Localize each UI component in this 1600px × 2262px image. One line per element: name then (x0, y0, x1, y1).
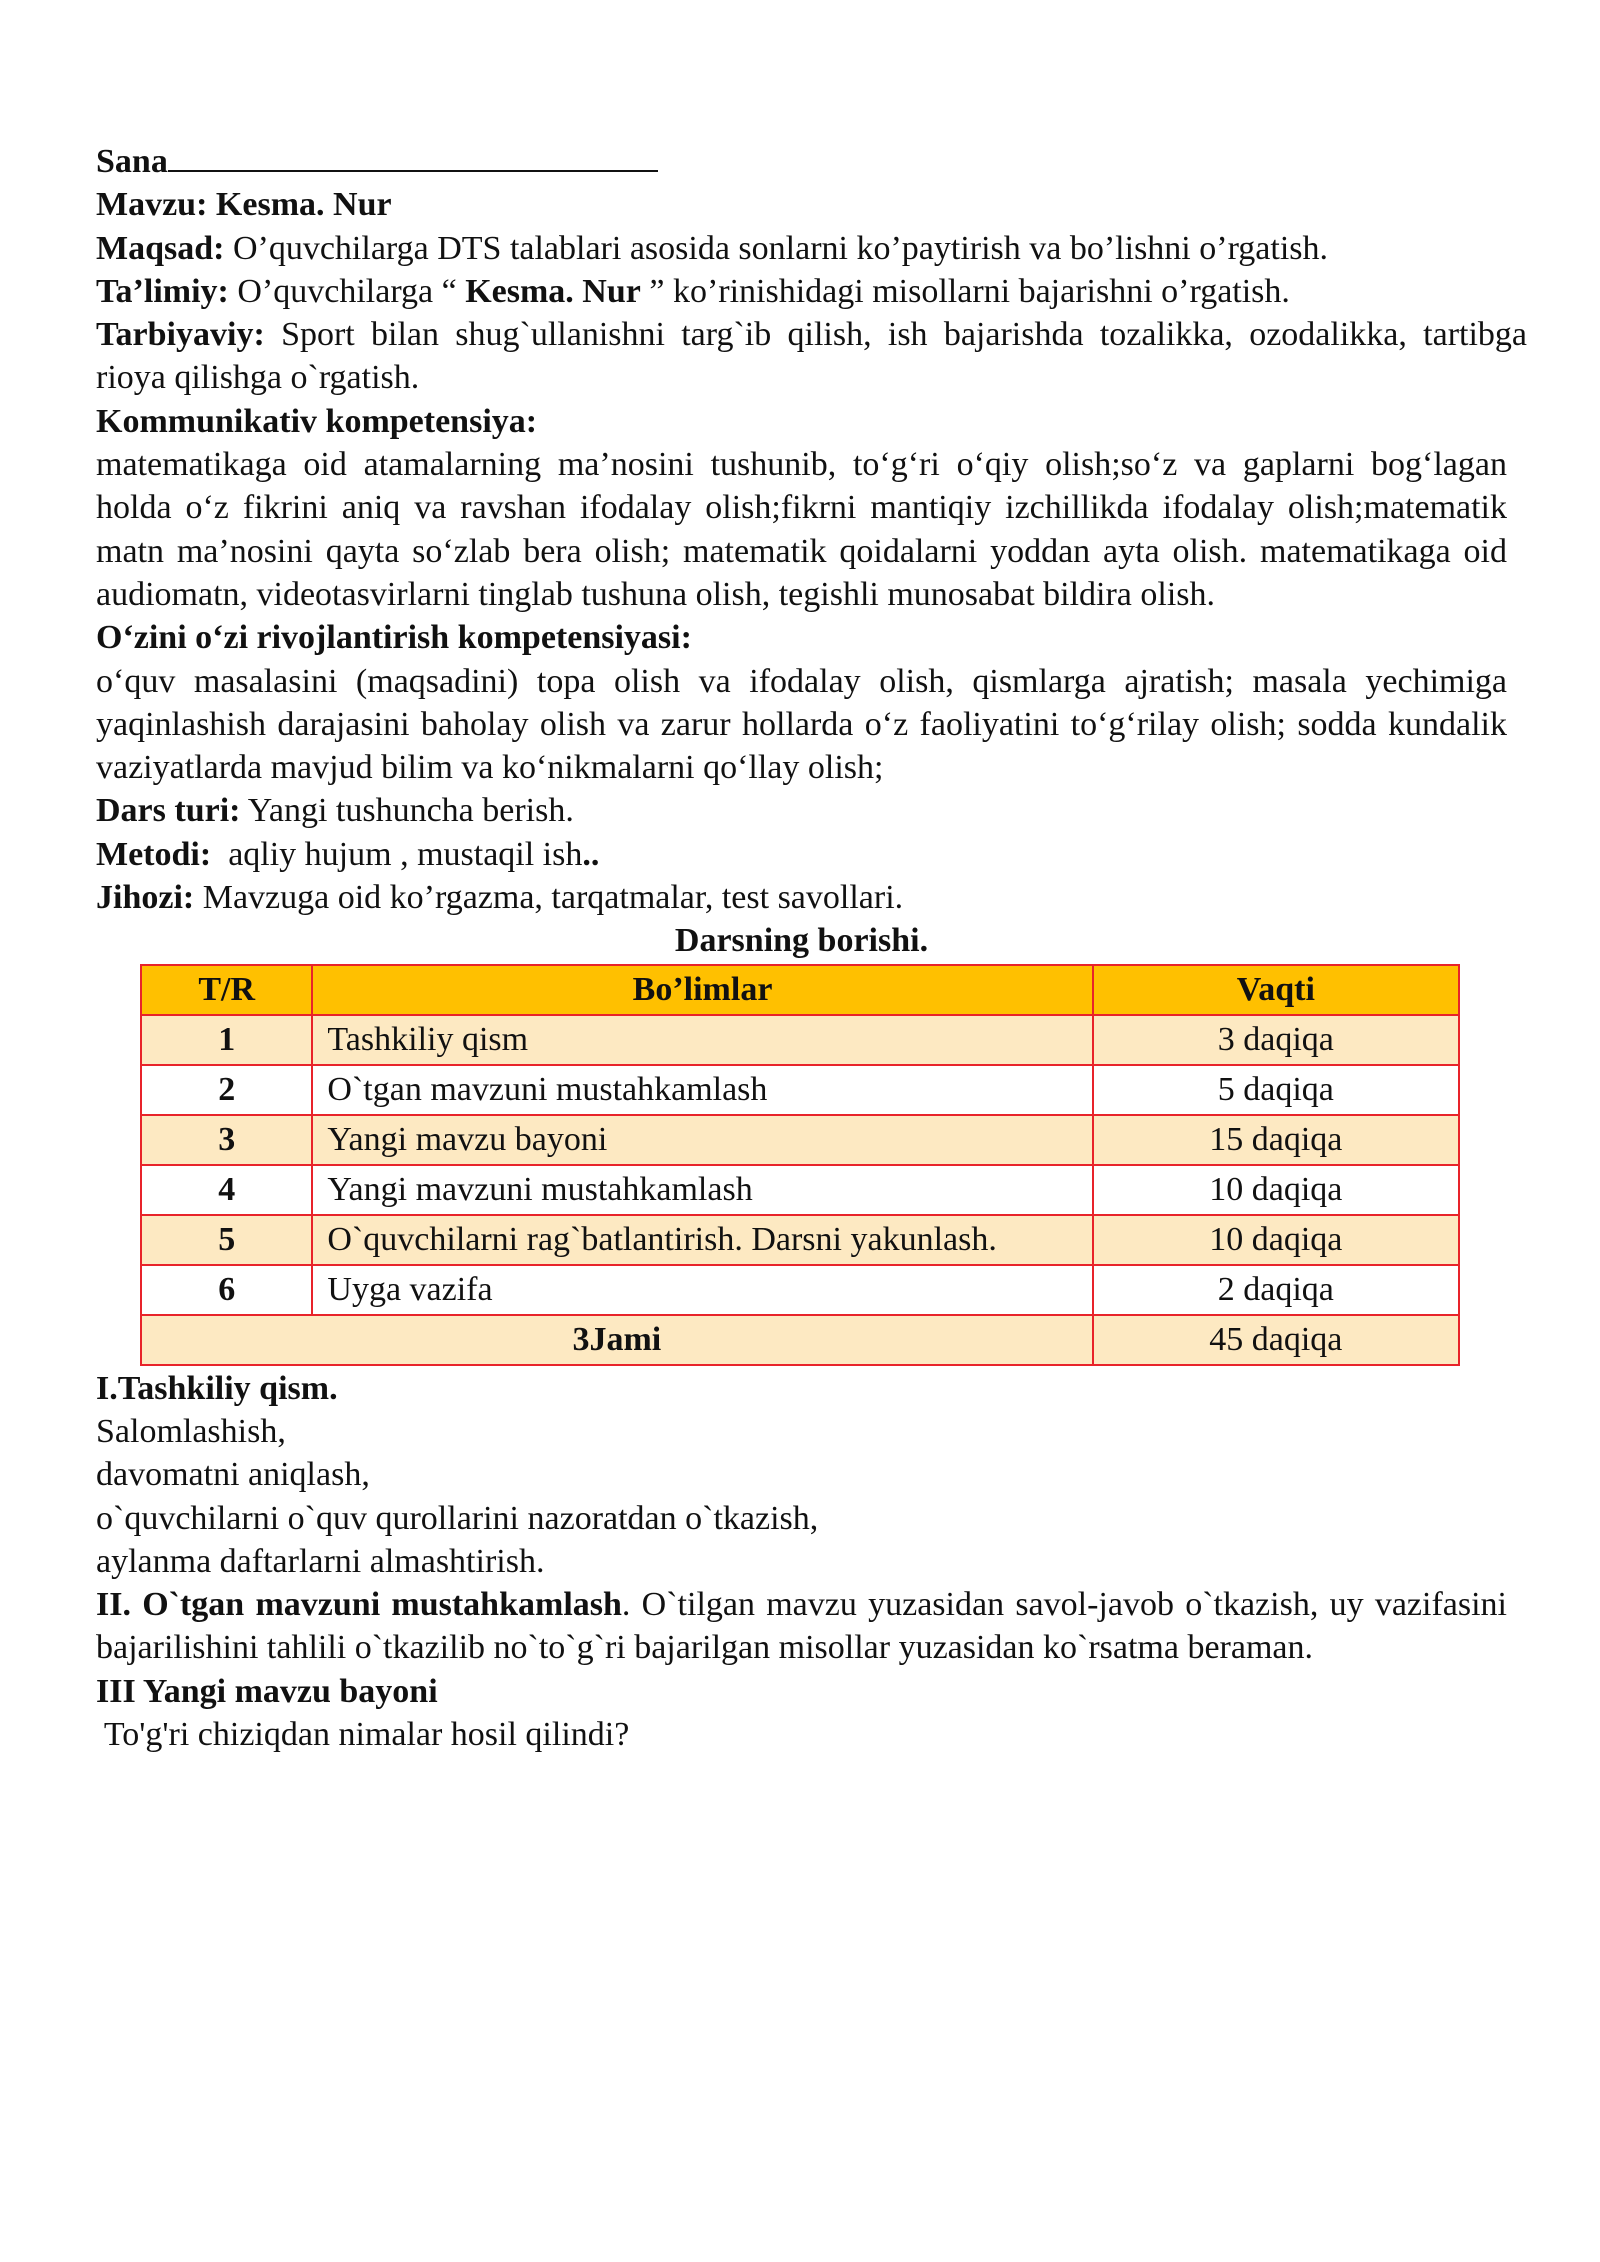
table-row (141, 1065, 1459, 1115)
jihozi-value: Mavzuga oid ko’rgazma, tarqatmalar, test savollari. (202, 879, 904, 917)
total-label: 3Jami (141, 1315, 1093, 1365)
total-time: 45 daqiqa (1093, 1315, 1459, 1365)
row-number: 1 (141, 1015, 312, 1065)
row-number: 3 (141, 1115, 312, 1165)
mavzu-value: Kesma. Nur (215, 186, 392, 224)
section2-paragraph (96, 1583, 1507, 1670)
dars-turi-line (96, 789, 1507, 832)
section2-text: . O`tilgan mavzu yuzasidan savol-javob o`tkazish, uy vazifasini bajarilishini tahlili o`tkazilib no`to`g`ri bajarilgan misollar yuzasidan ko`rsatma beraman. (96, 1586, 1507, 1667)
talimiy-post: ” ko’rinishidagi misollarni bajarishni o’rgatish. (640, 272, 1290, 310)
sana-label: Sana (96, 143, 168, 180)
ozini-heading (96, 616, 1507, 659)
table-row (141, 1165, 1459, 1215)
table-row (141, 1015, 1459, 1065)
row-time: 15 daqiqa (1093, 1115, 1459, 1165)
section3-title-text: III Yangi mavzu bayoni (96, 1672, 438, 1710)
lesson-plan-table (140, 964, 1460, 1366)
talimiy-line (96, 270, 1507, 313)
talimiy-pre: O’quvchilarga “ (237, 272, 466, 310)
row-time: 5 daqiqa (1093, 1065, 1459, 1115)
table-caption (96, 919, 1507, 962)
table-caption-text: Darsning borishi. (674, 922, 929, 960)
row-time: 10 daqiqa (1093, 1165, 1459, 1215)
kommunikativ-text: matematikaga oid atamalarning ma’nosini tushunib, to‘g‘ri o‘qiy olish;so‘z va gaplarni bog‘lagan holda o‘z fikrini aniq va ravshan ifodalay olish;fikrni mantiqiy izchillikda ifodalay olish;matematik matn ma’nosini qayta so‘zlab bera olish; matematik qoidalarni yoddan ayta olish. matematikaga oid audiomatn, videotasvirlarni tinglab tushuna olish, tegishli munosabat bildira olish. (96, 446, 1507, 613)
row-time: 2 daqiqa (1093, 1265, 1459, 1315)
section1-item: aylanma daftarlarni almashtirish. (96, 1542, 545, 1580)
maqsad-label: Maqsad: (96, 229, 225, 267)
tarbiyaviy-label: Tarbiyaviy: (96, 316, 265, 354)
row-time: 10 daqiqa (1093, 1215, 1459, 1265)
table-row (141, 1115, 1459, 1165)
jihozi-line (96, 876, 1507, 919)
row-section: O`tgan mavzuni mustahkamlash (312, 1065, 1092, 1115)
metodi-line (96, 833, 1507, 876)
table-header-row (141, 965, 1459, 1015)
ozini-text: o‘quv masalasini (maqsadini) topa olish va ifodalay olish, qismlarga ajratish; masala yechimiga yaqinlashish darajasini baholay olish va zarur hollarda o‘z faoliyatini to‘g‘rilay olish; sodda kundalik vaziyatlarda mavjud bilim va ko‘nikmalarni qo‘llay olish; (96, 662, 1507, 787)
row-section: Tashkiliy qism (312, 1015, 1092, 1065)
metodi-end: .. (582, 835, 600, 873)
row-number: 4 (141, 1165, 312, 1215)
header-sections: Bo’limlar (312, 965, 1092, 1015)
section1-title (96, 1367, 1507, 1410)
kommunikativ-heading (96, 400, 1507, 443)
section3-question: To'g'ri chiziqdan nimalar hosil qilindi? (96, 1716, 630, 1754)
dars-turi-label: Dars turi: (96, 792, 241, 830)
section1-item: Salomlashish, (96, 1412, 286, 1450)
mavzu-line (96, 183, 1507, 226)
ozini-label: O‘zini o‘zi rivojlantirish kompetensiyasi: (96, 619, 692, 657)
sana-blank (168, 144, 658, 172)
section1-title-text: I.Tashkiliy qism. (96, 1369, 338, 1407)
talimiy-bold: Kesma. Nur (465, 272, 641, 310)
row-time: 3 daqiqa (1093, 1015, 1459, 1065)
row-number: 2 (141, 1065, 312, 1115)
maqsad-text: O’quvchilarga DTS talablari asosida sonlarni ko’paytirish va bo’lishni o’rgatish. (232, 229, 1328, 267)
jihozi-label: Jihozi: (96, 879, 195, 917)
table-row (141, 1215, 1459, 1265)
row-section: O`quvchilarni rag`batlantirish. Darsni yakunlash. (312, 1215, 1092, 1265)
row-section: Yangi mavzu bayoni (312, 1115, 1092, 1165)
table-total-row (141, 1315, 1459, 1365)
row-number: 5 (141, 1215, 312, 1265)
header-time: Vaqti (1093, 965, 1459, 1015)
dars-turi-value: Yangi tushuncha berish. (247, 792, 574, 830)
row-number: 6 (141, 1265, 312, 1315)
row-section: Yangi mavzuni mustahkamlash (312, 1165, 1092, 1215)
kommunikativ-label: Kommunikativ kompetensiya: (96, 402, 538, 440)
tarbiyaviy-text: Sport bilan shug`ullanishni targ`ib qilish, ish bajarishda tozalikka, ozodalikka, tartibga rioya qilishga o`rgatish. (96, 316, 1528, 397)
row-section: Uyga vazifa (312, 1265, 1092, 1315)
section1-item: davomatni aniqlash, (96, 1456, 370, 1494)
section2-title: II. O`tgan mavzuni mustahkamlash (96, 1586, 622, 1624)
metodi-label: Metodi: (96, 835, 212, 873)
header-tr: T/R (141, 965, 312, 1015)
talimiy-label: Ta’limiy: (96, 272, 229, 310)
section1-item: o`quvchilarni o`quv qurollarini nazoratdan o`tkazish, (96, 1499, 819, 1537)
table-row (141, 1265, 1459, 1315)
sana-line (96, 140, 1507, 183)
mavzu-label: Mavzu: (96, 186, 208, 224)
section3-title (96, 1670, 1507, 1713)
maqsad-line (96, 227, 1507, 270)
metodi-value: aqliy hujum , mustaqil ish (228, 835, 583, 873)
tarbiyaviy-line (96, 313, 1527, 400)
